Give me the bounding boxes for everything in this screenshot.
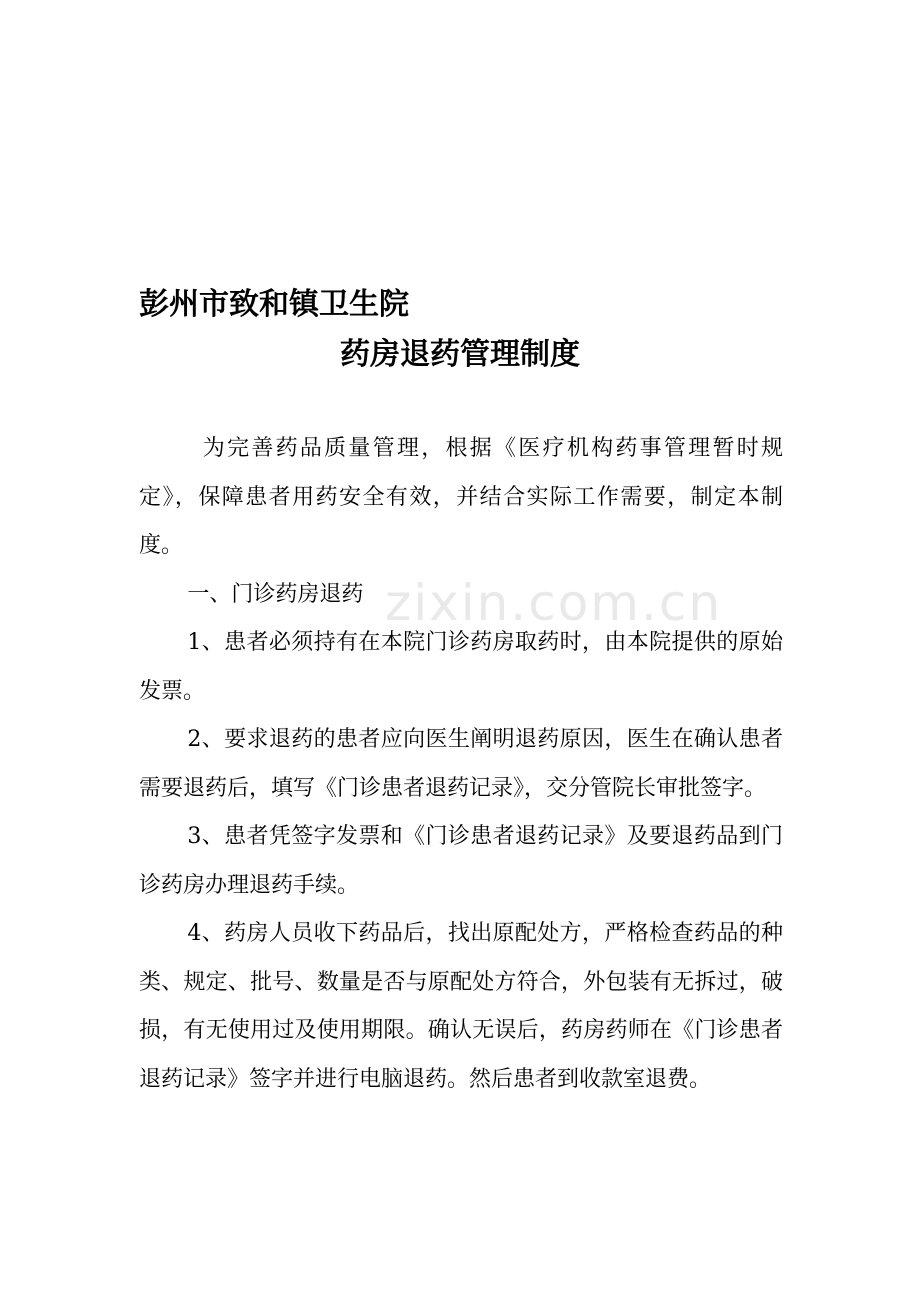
intro-paragraph: 为完善药品质量管理，根据《医疗机构药事管理暂时规定》，保障患者用药安全有效，并结合实际工作需要，制定本制度。 bbox=[139, 436, 783, 558]
organization-title: 彭州市致和镇卫生院 bbox=[139, 287, 409, 322]
watermark: zixin.com.cn bbox=[385, 574, 723, 632]
rule-paragraph-3: 3、患者凭签字发票和《门诊患者退药记录》及要退药品到门诊药房办理退药手续。 bbox=[139, 824, 783, 898]
section-heading-outpatient: 一、门诊药房退药 bbox=[187, 581, 364, 607]
document-body bbox=[139, 425, 783, 1104]
document-title: 药房退药管理制度 bbox=[340, 337, 580, 372]
rule-paragraph-2: 2、要求退药的患者应向医生阐明退药原因，医生在确认患者需要退药后，填写《门诊患者退药记录》，交分管院长审批签字。 bbox=[139, 727, 783, 801]
rule-paragraph-4: 4、药房人员收下药品后，找出原配处方，严格检查药品的种类、规定、批号、数量是否与原配处方符合，外包装有无拆过，破损，有无使用过及使用期限。确认无误后，药房药师在《门诊患者退药记录》签字并进行电脑退药。然后患者到收款室退费。 bbox=[139, 921, 783, 1092]
rule-paragraph-1: 1、患者必须持有在本院门诊药房取药时，由本院提供的原始发票。 bbox=[139, 630, 783, 704]
